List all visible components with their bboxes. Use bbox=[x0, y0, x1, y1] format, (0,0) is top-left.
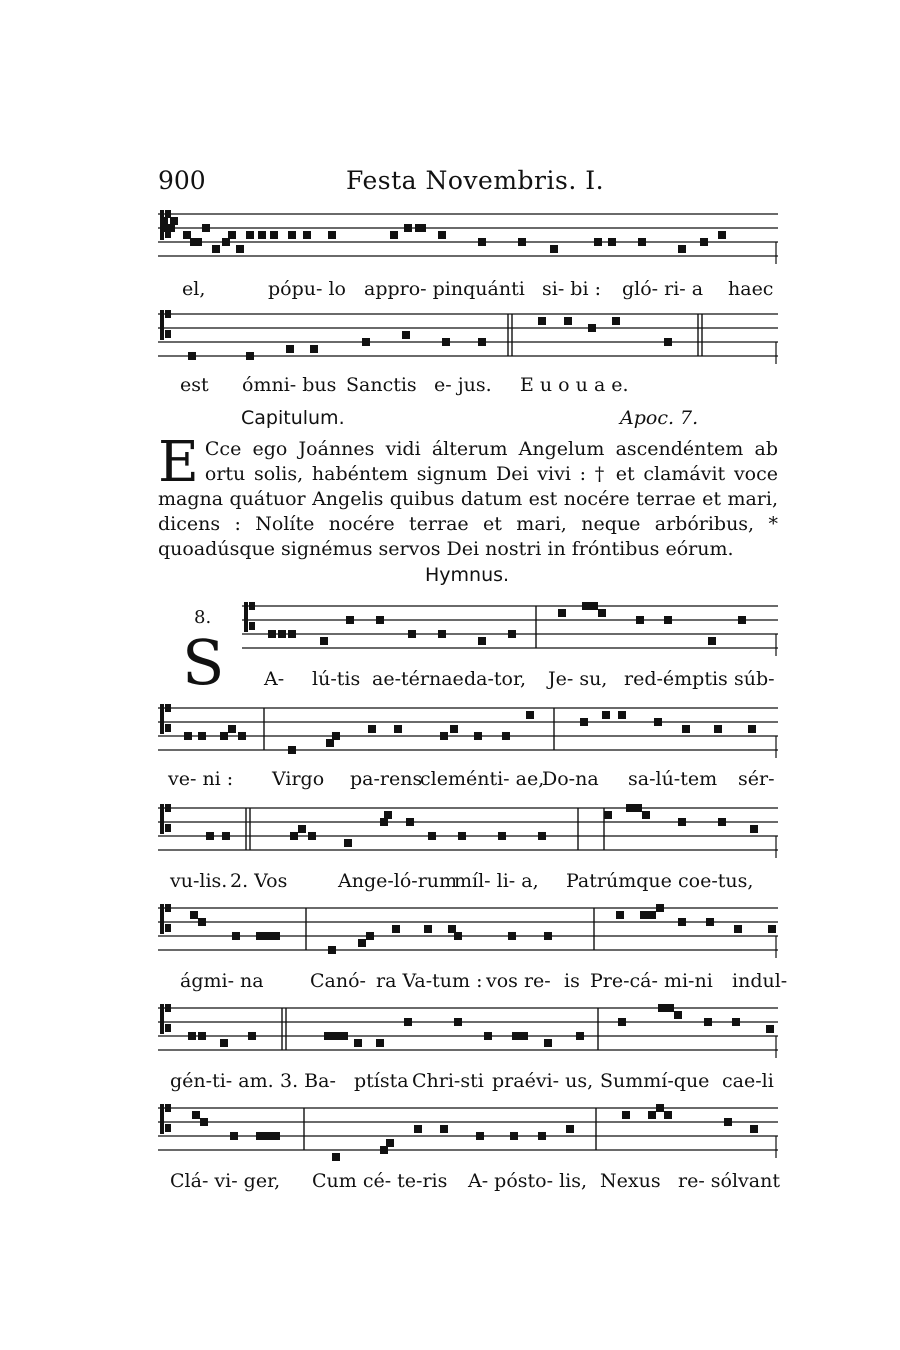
neume-note bbox=[428, 832, 436, 840]
neume-note bbox=[590, 602, 598, 610]
neume-note bbox=[748, 725, 756, 733]
neume-note bbox=[358, 939, 366, 947]
neume-note bbox=[510, 1132, 518, 1140]
neume-note bbox=[502, 732, 510, 740]
neume-note bbox=[402, 331, 410, 339]
neume-note bbox=[454, 932, 462, 940]
syllable: Canó- bbox=[310, 970, 366, 992]
mode-number: 8. bbox=[194, 607, 212, 628]
neume-note bbox=[544, 1039, 552, 1047]
syllable: vos re- bbox=[486, 970, 551, 992]
neume-note bbox=[264, 1132, 272, 1140]
hymn-staff-3 bbox=[158, 794, 778, 894]
neume-note bbox=[538, 1132, 546, 1140]
syllable: cleménti- ae, bbox=[420, 768, 545, 790]
neume-note bbox=[303, 231, 311, 239]
neume-note bbox=[408, 630, 416, 638]
neume-note bbox=[656, 1104, 664, 1112]
neume-note bbox=[438, 231, 446, 239]
capitulum-reference: Apoc. 7. bbox=[620, 407, 699, 429]
neume-note bbox=[384, 811, 392, 819]
neume-note bbox=[508, 630, 516, 638]
staff-notation bbox=[158, 300, 778, 380]
neume-note bbox=[664, 1111, 672, 1119]
syllable: ágmi- na bbox=[180, 970, 264, 992]
neume-note bbox=[458, 832, 466, 840]
page-header bbox=[158, 166, 778, 202]
syllable: A- pósto- lis, bbox=[468, 1170, 588, 1192]
neume-note bbox=[622, 1111, 630, 1119]
neume-note bbox=[380, 818, 388, 826]
neume-note bbox=[344, 839, 352, 847]
neume-note bbox=[368, 725, 376, 733]
neume-note bbox=[612, 317, 620, 325]
syllable: sér- bbox=[738, 768, 775, 790]
neume-note bbox=[328, 231, 336, 239]
neume-note bbox=[326, 739, 334, 747]
neume-note bbox=[658, 1004, 666, 1012]
hymn-staff-2 bbox=[158, 694, 778, 794]
c-clef-icon bbox=[160, 1104, 171, 1134]
drop-initial: E bbox=[158, 430, 199, 495]
neume-note bbox=[656, 904, 664, 912]
syllable: Virgo bbox=[272, 768, 325, 790]
syllable: est bbox=[180, 374, 209, 396]
neume-note bbox=[332, 1032, 340, 1040]
neume-note bbox=[376, 1039, 384, 1047]
neume-note bbox=[638, 238, 646, 246]
syllable: Je- su, bbox=[548, 668, 608, 690]
syllable: el, bbox=[182, 278, 206, 300]
capitulum-text bbox=[158, 430, 778, 562]
neume-note bbox=[200, 1118, 208, 1126]
neume-note bbox=[598, 609, 606, 617]
neume-note bbox=[414, 1125, 422, 1133]
syllable: coe-tus, bbox=[678, 870, 754, 892]
neume-note bbox=[184, 732, 192, 740]
neume-note bbox=[340, 1032, 348, 1040]
neume-note bbox=[167, 224, 175, 232]
neume-note bbox=[708, 637, 716, 645]
staff-notation bbox=[158, 794, 778, 874]
syllable: gén-ti- am. bbox=[170, 1070, 274, 1092]
neume-note bbox=[320, 637, 328, 645]
neume-note bbox=[664, 616, 672, 624]
neume-note bbox=[394, 725, 402, 733]
neume-note bbox=[160, 217, 168, 225]
syllable: si- bi : bbox=[542, 278, 601, 300]
neume-note bbox=[616, 911, 624, 919]
c-clef-icon bbox=[244, 602, 255, 632]
staff-notation bbox=[158, 694, 778, 774]
neume-note bbox=[258, 231, 266, 239]
neume-note bbox=[538, 832, 546, 840]
neume-note bbox=[228, 725, 236, 733]
neume-note bbox=[706, 918, 714, 926]
syllable: pópu- lo bbox=[268, 278, 346, 300]
neume-note bbox=[238, 732, 246, 740]
neume-note bbox=[183, 231, 191, 239]
neume-note bbox=[288, 746, 296, 754]
syllable: sa-lú-tem bbox=[628, 768, 718, 790]
neume-note bbox=[246, 231, 254, 239]
hymn-staff-6 bbox=[158, 1094, 778, 1204]
neume-note bbox=[700, 238, 708, 246]
neume-note bbox=[450, 725, 458, 733]
syllable: haec bbox=[728, 278, 774, 300]
neume-note bbox=[454, 1018, 462, 1026]
neume-note bbox=[202, 224, 210, 232]
syllable: Sanctis bbox=[346, 374, 417, 396]
neume-note bbox=[188, 352, 196, 360]
neume-note bbox=[404, 1018, 412, 1026]
neume-note bbox=[272, 1132, 280, 1140]
syllable: is bbox=[564, 970, 580, 992]
neume-note bbox=[286, 345, 294, 353]
neume-note bbox=[222, 238, 230, 246]
syllable: pa-rens bbox=[350, 768, 423, 790]
neume-note bbox=[246, 352, 254, 360]
neume-note bbox=[640, 911, 648, 919]
staff-notation bbox=[158, 200, 778, 280]
syllable: ae-térnae bbox=[372, 668, 464, 690]
neume-note bbox=[192, 1111, 200, 1119]
syllable: red-émptis bbox=[624, 668, 728, 690]
neume-note bbox=[636, 616, 644, 624]
neume-note bbox=[498, 832, 506, 840]
neume-note bbox=[366, 932, 374, 940]
neume-note bbox=[558, 609, 566, 617]
neume-note bbox=[228, 231, 236, 239]
syllable: 2. Vos bbox=[230, 870, 288, 892]
neume-note bbox=[220, 732, 228, 740]
hymn-staff-1 bbox=[158, 592, 778, 699]
hymn-staff-4 bbox=[158, 894, 788, 994]
c-clef-icon bbox=[160, 804, 171, 834]
syllable: re- sólvant bbox=[678, 1170, 780, 1192]
syllable: e- jus. bbox=[434, 374, 492, 396]
syllable: praévi- us, bbox=[492, 1070, 594, 1092]
neume-note bbox=[678, 918, 686, 926]
neume-note bbox=[766, 1025, 774, 1033]
neume-note bbox=[324, 1032, 332, 1040]
neume-note bbox=[194, 238, 202, 246]
neume-note bbox=[576, 1032, 584, 1040]
capitulum-body: Cce ego Joánnes vidi álterum Angelum ascendéntem ab ortu solis, habéntem signum Dei vivi : † et clamávit voce magna quátuor Angelis quibus datum est nocére terrae et mari, dicens : Nolíte nocére terrae et mari, neque arbóribus, * quoadúsque signémus servos Dei nostri in fróntibus eórum. bbox=[158, 438, 778, 560]
syllable: ptísta bbox=[354, 1070, 409, 1092]
syllable: súb- bbox=[734, 668, 775, 690]
neume-note bbox=[734, 925, 742, 933]
neume-note bbox=[376, 616, 384, 624]
neume-note bbox=[724, 1118, 732, 1126]
neume-note bbox=[768, 925, 776, 933]
neume-note bbox=[404, 224, 412, 232]
neume-note bbox=[618, 1018, 626, 1026]
neume-note bbox=[618, 711, 626, 719]
neume-note bbox=[518, 238, 526, 246]
neume-note bbox=[512, 1032, 520, 1040]
neume-note bbox=[406, 818, 414, 826]
neume-note bbox=[478, 338, 486, 346]
neume-note bbox=[354, 1039, 362, 1047]
neume-note bbox=[732, 1018, 740, 1026]
c-clef-icon bbox=[160, 904, 171, 934]
neume-note bbox=[582, 602, 590, 610]
neume-note bbox=[520, 1032, 528, 1040]
hymn-staff-5 bbox=[158, 994, 778, 1094]
neume-note bbox=[608, 238, 616, 246]
neume-note bbox=[566, 1125, 574, 1133]
neume-note bbox=[272, 932, 280, 940]
neume-note bbox=[634, 804, 642, 812]
antiphon-staff-1 bbox=[158, 200, 778, 300]
neume-note bbox=[448, 925, 456, 933]
syllable: ve- ni : bbox=[168, 768, 234, 790]
neume-note bbox=[380, 1146, 388, 1154]
neume-note bbox=[390, 231, 398, 239]
neume-note bbox=[564, 317, 572, 325]
c-clef-icon bbox=[160, 704, 171, 734]
neume-note bbox=[232, 932, 240, 940]
neume-note bbox=[264, 932, 272, 940]
neume-note bbox=[476, 1132, 484, 1140]
neume-note bbox=[308, 832, 316, 840]
neume-note bbox=[440, 732, 448, 740]
neume-note bbox=[332, 732, 340, 740]
neume-note bbox=[288, 630, 296, 638]
syllable: Ange-ló-rum bbox=[338, 870, 458, 892]
neume-note bbox=[328, 946, 336, 954]
syllable: ómni- bus bbox=[242, 374, 337, 396]
syllable: da-tor, bbox=[464, 668, 527, 690]
page-number: 900 bbox=[158, 166, 206, 195]
neume-note bbox=[298, 825, 306, 833]
neume-note bbox=[750, 1125, 758, 1133]
syllable: Cum cé- te-ris bbox=[312, 1170, 448, 1192]
staff-notation bbox=[158, 894, 778, 974]
neume-note bbox=[594, 238, 602, 246]
neume-note bbox=[392, 925, 400, 933]
neume-note bbox=[270, 231, 278, 239]
syllable: E u o u a e. bbox=[520, 374, 629, 396]
neume-note bbox=[440, 1125, 448, 1133]
neume-note bbox=[654, 718, 662, 726]
syllable: Nexus bbox=[600, 1170, 661, 1192]
neume-note bbox=[682, 725, 690, 733]
neume-note bbox=[278, 630, 286, 638]
neume-note bbox=[602, 711, 610, 719]
neume-note bbox=[362, 338, 370, 346]
neume-note bbox=[478, 637, 486, 645]
neume-note bbox=[648, 1111, 656, 1119]
neume-note bbox=[170, 217, 178, 225]
neume-note bbox=[442, 338, 450, 346]
neume-note bbox=[332, 1153, 340, 1161]
neume-note bbox=[198, 1032, 206, 1040]
neume-note bbox=[310, 345, 318, 353]
staff-notation bbox=[158, 592, 778, 672]
neume-note bbox=[190, 911, 198, 919]
syllable: vu-lis. bbox=[170, 870, 228, 892]
neume-note bbox=[248, 1032, 256, 1040]
neume-note bbox=[478, 238, 486, 246]
neume-note bbox=[198, 732, 206, 740]
staff-notation bbox=[158, 1094, 778, 1174]
neume-note bbox=[188, 1032, 196, 1040]
neume-note bbox=[474, 732, 482, 740]
neume-note bbox=[664, 338, 672, 346]
neume-note bbox=[538, 317, 546, 325]
antiphon-staff-2 bbox=[158, 300, 778, 400]
neume-note bbox=[484, 1032, 492, 1040]
neume-note bbox=[626, 804, 634, 812]
neume-note bbox=[386, 1139, 394, 1147]
syllable: Patrúmque bbox=[566, 870, 672, 892]
neume-note bbox=[236, 245, 244, 253]
syllable: cae-li bbox=[722, 1070, 774, 1092]
neume-note bbox=[212, 245, 220, 253]
neume-note bbox=[198, 918, 206, 926]
neume-note bbox=[230, 1132, 238, 1140]
neume-note bbox=[418, 224, 426, 232]
running-title: Festa Novembris. I. bbox=[346, 166, 605, 195]
neume-note bbox=[674, 1011, 682, 1019]
syllable: Chri-sti bbox=[412, 1070, 484, 1092]
neume-note bbox=[580, 718, 588, 726]
neume-note bbox=[438, 630, 446, 638]
neume-note bbox=[642, 811, 650, 819]
neume-note bbox=[714, 725, 722, 733]
neume-note bbox=[256, 932, 264, 940]
syllable: 3. Ba- bbox=[280, 1070, 336, 1092]
neume-note bbox=[550, 245, 558, 253]
neume-note bbox=[678, 245, 686, 253]
neume-note bbox=[288, 231, 296, 239]
syllable: ra Va-tum : bbox=[376, 970, 483, 992]
neume-note bbox=[220, 1039, 228, 1047]
syllable: appro- pinquánti bbox=[364, 278, 525, 300]
neume-note bbox=[718, 818, 726, 826]
neume-note bbox=[718, 231, 726, 239]
neume-note bbox=[268, 630, 276, 638]
neume-note bbox=[508, 932, 516, 940]
c-clef-icon bbox=[160, 1004, 171, 1034]
syllable: A- bbox=[264, 668, 285, 690]
hymnus-heading: Hymnus. bbox=[425, 564, 510, 586]
neume-note bbox=[604, 811, 612, 819]
neume-note bbox=[544, 932, 552, 940]
neume-note bbox=[256, 1132, 264, 1140]
neume-note bbox=[738, 616, 746, 624]
neume-note bbox=[346, 616, 354, 624]
neume-note bbox=[424, 925, 432, 933]
neume-note bbox=[648, 911, 656, 919]
neume-note bbox=[750, 825, 758, 833]
neume-note bbox=[222, 832, 230, 840]
syllable: Do-na bbox=[542, 768, 599, 790]
hymn-initial: S bbox=[182, 626, 225, 699]
syllable: Pre-cá- mi-ni bbox=[590, 970, 713, 992]
syllable: Summí-que bbox=[600, 1070, 710, 1092]
neume-note bbox=[526, 711, 534, 719]
syllable: lú-tis bbox=[312, 668, 361, 690]
syllable: gló- ri- a bbox=[622, 278, 704, 300]
neume-note bbox=[678, 818, 686, 826]
neume-note bbox=[206, 832, 214, 840]
neume-note bbox=[666, 1004, 674, 1012]
capitulum-heading: Capitulum. bbox=[241, 407, 345, 429]
syllable: míl- li- a, bbox=[454, 870, 539, 892]
c-clef-icon bbox=[160, 310, 171, 340]
syllable: indul- bbox=[732, 970, 788, 992]
neume-note bbox=[588, 324, 596, 332]
syllable: Clá- vi- ger, bbox=[170, 1170, 281, 1192]
staff-notation bbox=[158, 994, 778, 1074]
neume-note bbox=[290, 832, 298, 840]
neume-note bbox=[704, 1018, 712, 1026]
